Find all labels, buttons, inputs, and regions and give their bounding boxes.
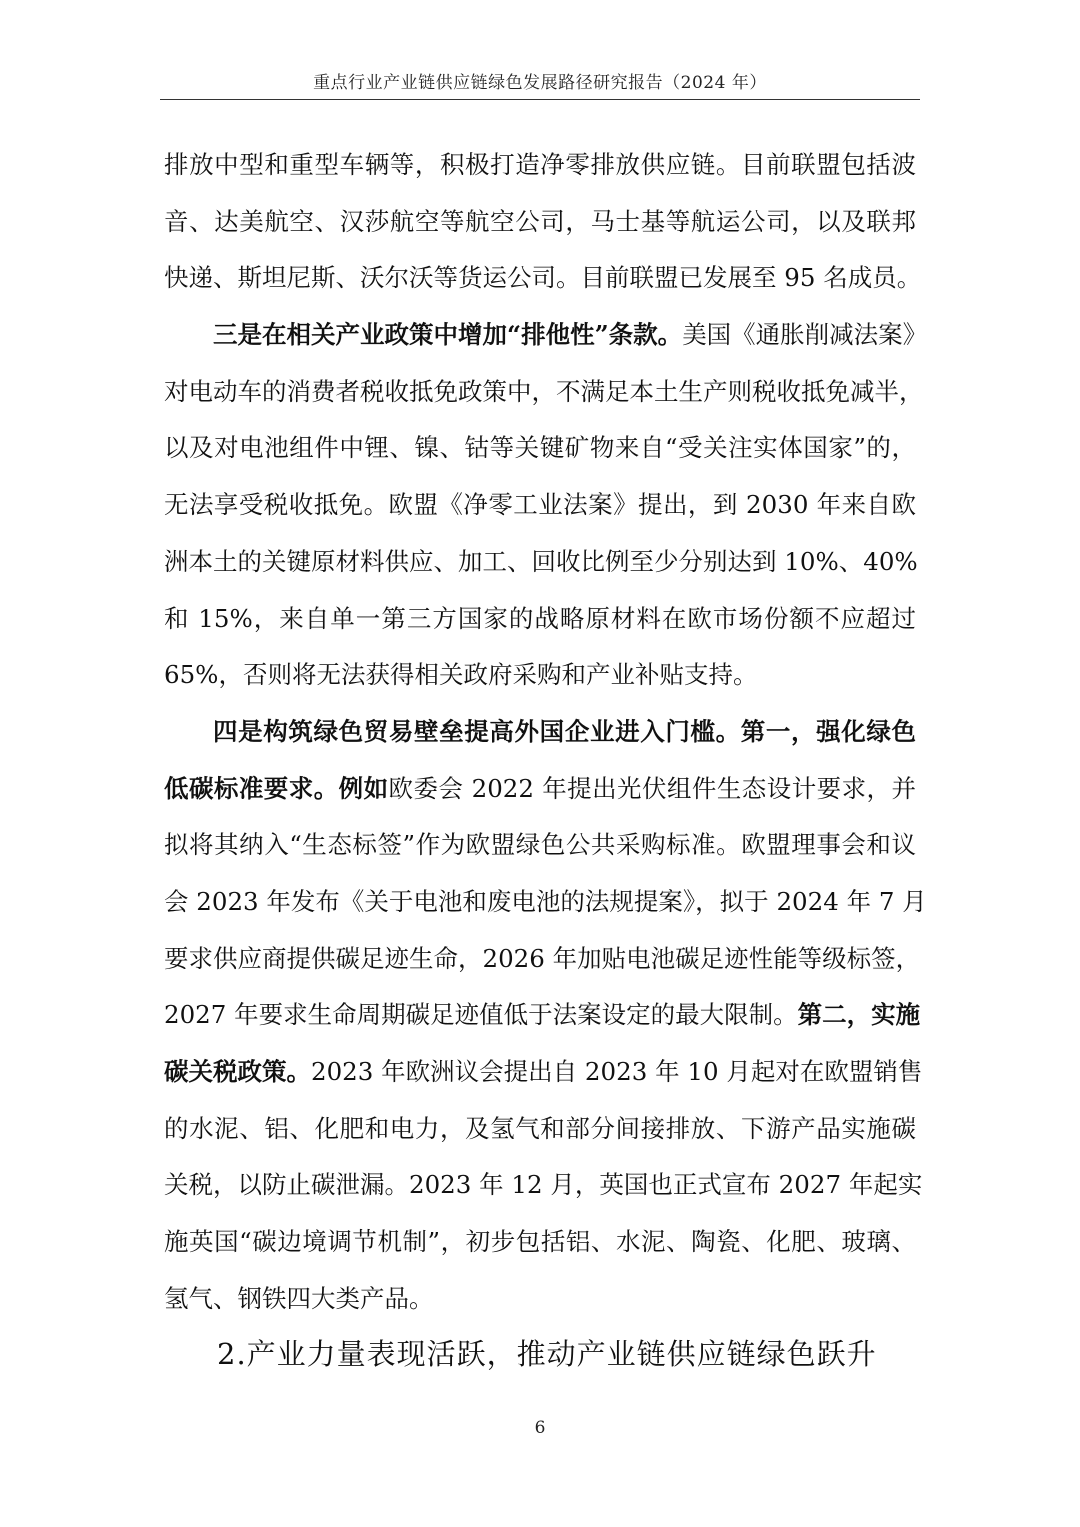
text-run: 洲本土的关键原材料供应、加工、回收比例至少分别达到 10%、40% [164,546,918,576]
text-run: 拟将其纳入“生态标签”作为欧盟绿色公共采购标准。欧盟理事会和议 [164,830,916,860]
text-line [164,987,921,1044]
text-line [164,874,927,931]
text-line [164,534,916,591]
section-heading: 2.产业力量表现活跃，推动产业链供应链绿色跃升 [217,1337,877,1371]
text-line [164,364,924,421]
text-line [164,1157,923,1214]
text-line [164,250,922,307]
bold-text-run: 碳关税政策。 [164,1057,311,1086]
text-run: 无法享受税收抵免。欧盟《净零工业法案》提出，到 2030 年来自欧 [164,490,916,520]
header-divider [160,99,920,100]
body-text [164,137,928,1327]
text-run: 施英国“碳边境调节机制”，初步包括铝、水泥、陶瓷、化肥、玻璃、 [164,1227,916,1257]
paragraph [164,704,927,1328]
paragraph [164,137,922,307]
bold-text-run: 低碳标准要求。例如 [164,773,389,803]
text-line [164,761,916,818]
text-run: 2023 年欧洲议会提出自 2023 年 10 月起对在欧盟销售 [311,1057,923,1086]
text-run: 欧委会 2022 年提出光伏组件生态设计要求，并 [388,773,916,803]
text-run: 会 2023 年发布《关于电池和废电池的法规提案》，拟于 2024 年 7 月 [164,886,927,916]
bold-text-run: 四是构筑绿色贸易壁垒提高外国企业进入门槛。第一，强化绿色 [213,716,916,746]
text-line [164,704,916,761]
text-line [164,1214,916,1271]
text-run: 要求供应商提供碳足迹生命，2026 年加贴电池碳足迹性能等级标签， [164,943,921,973]
bold-text-run: 三是在相关产业政策中增加“排他性”条款。 [213,320,683,350]
text-line [164,420,916,477]
text-line [164,137,916,194]
text-line [164,931,921,988]
paragraph [164,307,928,704]
bold-text-run: 第二，实施 [797,1000,921,1030]
text-run: 关税，以防止碳泄漏。2023 年 12 月，英国也正式宣布 2027 年起实 [164,1170,923,1200]
text-run: 氢气、钢铁四大类产品。 [164,1283,434,1313]
page-number: 6 [534,1418,546,1438]
text-run: 的水泥、铝、化肥和电力，及氢气和部分间接排放、下游产品实施碳 [164,1113,916,1143]
text-run: 音、达美航空、汉莎航空等航空公司，马士基等航运公司，以及联邦 [164,206,916,236]
text-line [164,817,916,874]
text-run: 对电动车的消费者税收抵免政策中，不满足本土生产则税收抵免减半， [164,376,924,406]
text-run: 快递、斯坦尼斯、沃尔沃等货运公司。目前联盟已发展至 95 名成员。 [164,263,922,293]
text-line [164,591,916,648]
text-line [164,477,916,534]
text-run: 和 15%，来自单一第三方国家的战略原材料在欧市场份额不应超过 [164,603,916,633]
text-line [164,307,928,364]
text-run: 2027 年要求生命周期碳足迹值低于法案设定的最大限制。 [164,1000,798,1030]
text-line [164,647,916,704]
text-line [164,1271,916,1328]
text-run: 排放中型和重型车辆等，积极打造净零排放供应链。目前联盟包括波 [164,150,916,179]
text-line [164,1044,923,1101]
text-line [164,194,916,251]
text-run: 美国《通胀削减法案》 [682,320,928,350]
text-run: 以及对电池组件中锂、镍、钴等关键矿物来自“受关注实体国家”的， [164,433,916,463]
text-run: 65%，否则将无法获得相关政府采购和产业补贴支持。 [164,660,758,690]
page-header-title: 重点行业产业链供应链绿色发展路径研究报告（2024 年） [313,73,767,93]
text-line [164,1101,916,1158]
